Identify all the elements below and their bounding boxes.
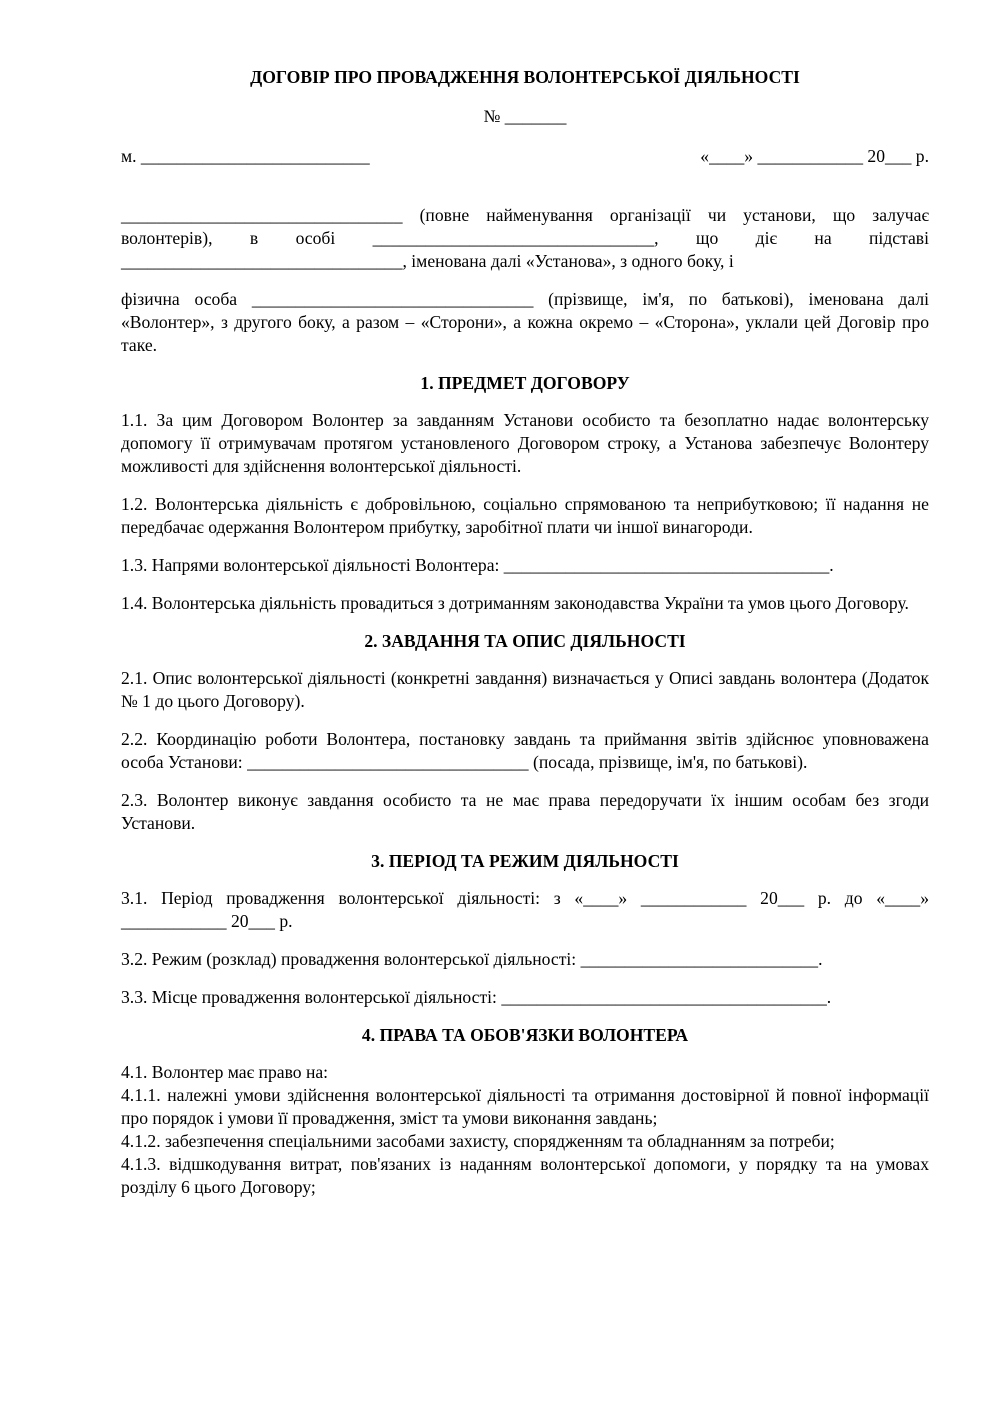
- contract-number: № _______: [483, 106, 567, 126]
- clause-3-2: 3.2. Режим (розклад) провадження волонтерської діяльності: ___________________________.: [121, 949, 823, 969]
- section-heading-1: 1. ПРЕДМЕТ ДОГОВОРУ: [420, 373, 630, 393]
- clause-3-3: 3.3. Місце провадження волонтерської діяльності: _____________________________________.: [121, 987, 832, 1007]
- section-heading-4: 4. ПРАВА ТА ОБОВ'ЯЗКИ ВОЛОНТЕРА: [361, 1025, 689, 1045]
- clause-1-1: 1.1. За цим Договором Волонтер за завданням Установи особисто та безоплатно надає волонтерську допомогу її отримувачам протягом установленого Договором строку, а Установа забезпечує Волонтеру можливості для здійснення волонтерської діяльності.: [121, 410, 929, 476]
- preamble-volunteer: фізична особа ________________________________ (прізвище, ім'я, по батькові), іменована далі «Волонтер», з другого боку, а разом – «Сторони», а кожна окремо – «Сторона», уклали цей Договір про таке.: [121, 289, 929, 355]
- clause-4-1-2: 4.1.2. забезпечення спеціальними засобами захисту, спорядженням та обладнанням за потреби;: [121, 1131, 835, 1151]
- document-title: ДОГОВІР ПРО ПРОВАДЖЕННЯ ВОЛОНТЕРСЬКОЇ ДІЯЛЬНОСТІ: [250, 67, 800, 87]
- clause-2-1: 2.1. Опис волонтерської діяльності (конкретні завдання) визначається у Описі завдань волонтера (Додаток № 1 до цього Договору).: [121, 668, 929, 711]
- clause-2-3: 2.3. Волонтер виконує завдання особисто та не має права передоручати їх іншим особам без згоди Установи.: [121, 790, 929, 833]
- preamble-institution: ________________________________ (повне найменування організації чи установи, що залучає волонтерів), в особі ________________________________, що діє на підставі ________________________________, іменована далі «Установа», з одного боку, і: [121, 205, 929, 271]
- clause-3-1: 3.1. Період провадження волонтерської діяльності: з «____» ____________ 20___ р. до «____» ____________ 20___ р.: [121, 888, 929, 931]
- date-field: «____» ____________ 20___ р.: [700, 146, 929, 166]
- section-heading-3: 3. ПЕРІОД ТА РЕЖИМ ДІЯЛЬНОСТІ: [371, 851, 679, 871]
- clause-4-1: 4.1. Волонтер має право на:: [121, 1062, 329, 1082]
- clause-1-4: 1.4. Волонтерська діяльність провадиться з дотриманням законодавства України та умов цього Договору.: [121, 593, 909, 613]
- city-date-line: [121, 145, 929, 168]
- clause-4-1-3: 4.1.3. відшкодування витрат, пов'язаних із наданням волонтерської допомоги, у порядку та на умовах розділу 6 цього Договору;: [121, 1154, 929, 1197]
- clause-4-1-1: 4.1.1. належні умови здійснення волонтерської діяльності та отримання достовірної й повної інформації про порядок і умови її провадження, зміст та умови виконання завдань;: [121, 1085, 929, 1128]
- clause-2-2: 2.2. Координацію роботи Волонтера, постановку завдань та приймання звітів здійснює уповноважена особа Установи: ________________________________ (посада, прізвище, ім'я, по батькові).: [121, 729, 929, 772]
- section-heading-2: 2. ЗАВДАННЯ ТА ОПИС ДІЯЛЬНОСТІ: [364, 631, 686, 651]
- clause-1-2: 1.2. Волонтерська діяльність є добровільною, соціально спрямованою та неприбутковою; її надання не передбачає одержання Волонтером прибутку, заробітної плати чи іншої винагороди.: [121, 494, 929, 537]
- city-field: м. __________________________: [121, 146, 370, 166]
- clause-1-3: 1.3. Напрями волонтерської діяльності Волонтера: _____________________________________.: [121, 555, 834, 575]
